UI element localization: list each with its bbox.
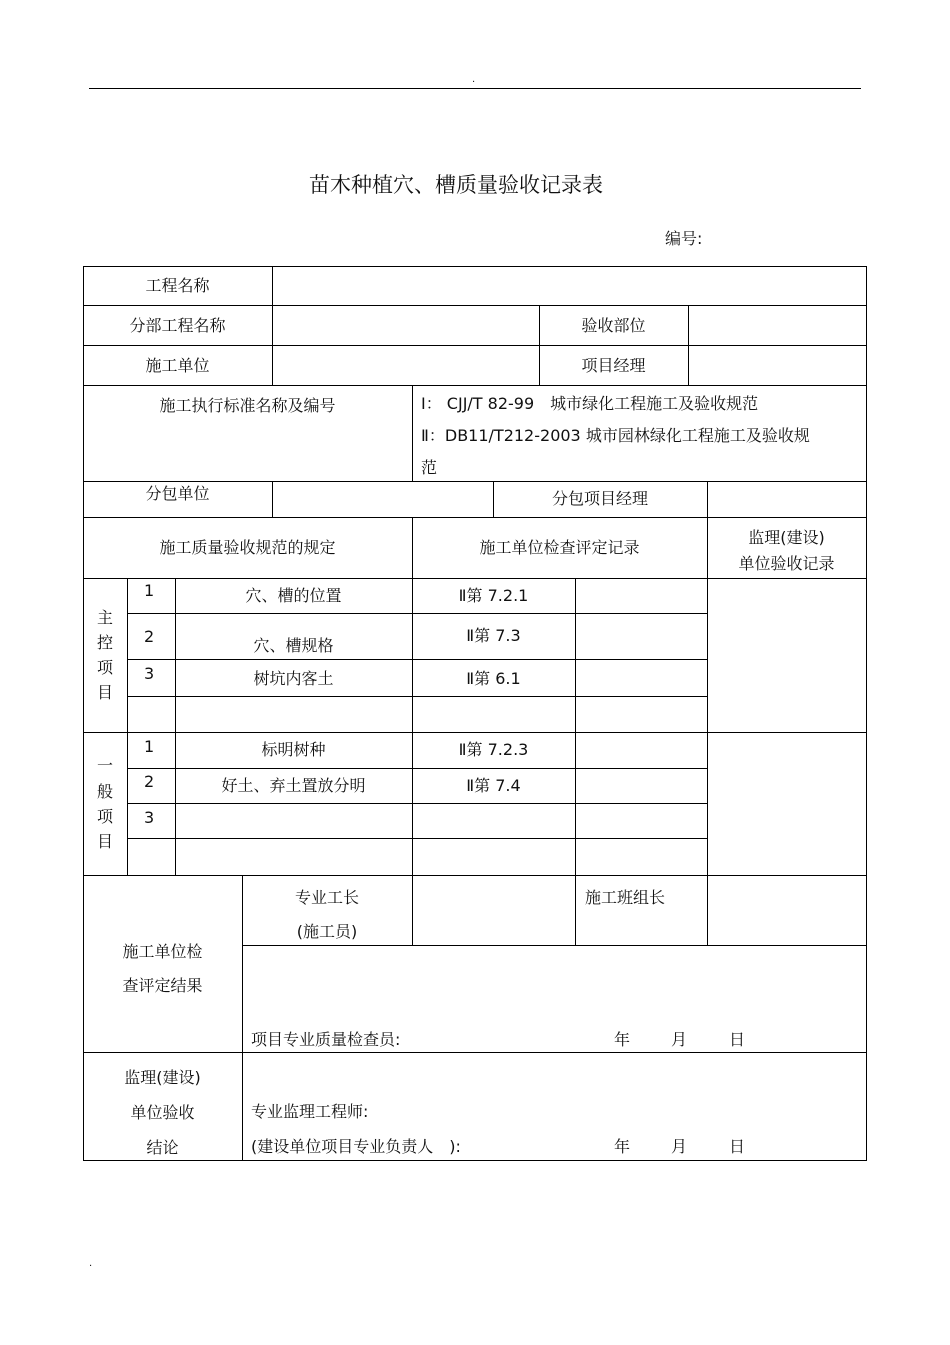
group-char: 目 — [96, 683, 113, 702]
footer-dot: . — [89, 1258, 93, 1269]
item-name: 好土、弃土置放分明 — [221, 776, 366, 795]
contractor-label: 施工单位 — [145, 356, 210, 375]
project-manager-label: 项目经理 — [581, 356, 646, 375]
item-record-field[interactable] — [576, 769, 707, 803]
item-ref: Ⅱ第 7.2.3 — [458, 740, 529, 759]
inspector-label: 项目专业质量检查员: — [251, 1030, 401, 1049]
conclusion-label-2: 单位验收 — [130, 1103, 195, 1122]
project-name-field[interactable] — [273, 267, 866, 305]
supervision-header-1: 监理(建设) — [748, 528, 825, 547]
contractor-field[interactable] — [273, 346, 539, 385]
owner-rep-label: (建设单位项目专业负责人 ): — [251, 1137, 461, 1156]
standard-2b: 范 — [421, 458, 438, 477]
foreman-field[interactable] — [413, 876, 575, 945]
header-dot: . — [472, 74, 476, 85]
item-name-field[interactable] — [176, 804, 412, 838]
standard-label: 施工执行标准名称及编号 — [159, 396, 336, 415]
item-number: 1 — [144, 737, 155, 756]
item-name: 穴、槽的位置 — [245, 586, 342, 605]
group-char: 目 — [96, 832, 113, 851]
group-char: 项 — [96, 807, 113, 826]
item-number: 3 — [144, 664, 155, 683]
item-record-field[interactable] — [576, 804, 707, 838]
acceptance-part-field[interactable] — [689, 306, 866, 345]
item-number: 2 — [144, 772, 155, 791]
group-char: 般 — [96, 782, 113, 801]
main-supervision-record[interactable] — [708, 579, 866, 732]
sub-pm-field[interactable] — [708, 482, 866, 517]
item-ref: Ⅱ第 7.3 — [466, 626, 521, 645]
group-char: 主 — [96, 608, 113, 627]
foreman-label-1: 专业工长 — [294, 888, 359, 907]
sub-pm-label: 分包项目经理 — [551, 489, 648, 508]
conclusion-month: 月 — [671, 1137, 688, 1156]
engineer-label: 专业监理工程师: — [251, 1102, 369, 1121]
item-ref: Ⅱ第 7.2.1 — [458, 586, 529, 605]
standard-1: Ⅰ： CJJ/T 82-99 城市绿化工程施工及验收规范 — [421, 394, 759, 413]
team-leader-field[interactable] — [708, 876, 866, 945]
result-label-2: 查评定结果 — [122, 976, 203, 995]
item-record-field[interactable] — [576, 660, 707, 696]
item-number: 2 — [144, 627, 155, 646]
sub-project-label: 分部工程名称 — [129, 316, 226, 335]
conclusion-label-1: 监理(建设) — [124, 1068, 201, 1087]
project-manager-field[interactable] — [689, 346, 866, 385]
team-leader-label: 施工班组长 — [585, 888, 666, 907]
item-name: 树坑内客土 — [253, 669, 334, 688]
group-char: 控 — [96, 633, 113, 652]
item-ref: Ⅱ第 6.1 — [466, 669, 521, 688]
item-name: 穴、槽规格 — [253, 636, 334, 655]
conclusion-label-3: 结论 — [146, 1138, 179, 1157]
project-name-label: 工程名称 — [145, 276, 210, 295]
general-supervision-record[interactable] — [708, 733, 866, 875]
item-number: 3 — [144, 808, 155, 827]
sub-project-field[interactable] — [273, 306, 539, 345]
item-ref-field[interactable] — [413, 804, 575, 838]
group-char: 一 — [96, 756, 113, 775]
result-label-1: 施工单位检 — [122, 942, 203, 961]
result-year: 年 — [614, 1030, 631, 1049]
page-title: 苗木种植穴、槽质量验收记录表 — [309, 173, 603, 197]
item-record-field[interactable] — [576, 614, 707, 659]
subcontractor-field[interactable] — [273, 482, 493, 517]
acceptance-part-label: 验收部位 — [581, 316, 646, 335]
check-record-header: 施工单位检查评定记录 — [479, 538, 640, 557]
spec-header: 施工质量验收规范的规定 — [159, 538, 336, 557]
foreman-label-2: (施工员) — [296, 922, 358, 941]
item-record-field[interactable] — [576, 579, 707, 613]
item-record-field[interactable] — [576, 733, 707, 768]
header-rule — [89, 88, 861, 89]
conclusion-year: 年 — [614, 1137, 631, 1156]
result-month: 月 — [671, 1030, 688, 1049]
item-number: 1 — [144, 581, 155, 600]
standard-2a: Ⅱ：DB11/T212-2003 城市园林绿化工程施工及验收规 — [421, 426, 810, 445]
item-ref: Ⅱ第 7.4 — [466, 776, 521, 795]
conclusion-day: 日 — [729, 1137, 746, 1156]
serial-label: 编号: — [665, 229, 703, 248]
result-day: 日 — [729, 1030, 746, 1049]
group-char: 项 — [96, 658, 113, 677]
subcontractor-label: 分包单位 — [145, 484, 210, 503]
item-name: 标明树种 — [261, 740, 326, 759]
supervision-header-2: 单位验收记录 — [738, 554, 835, 573]
